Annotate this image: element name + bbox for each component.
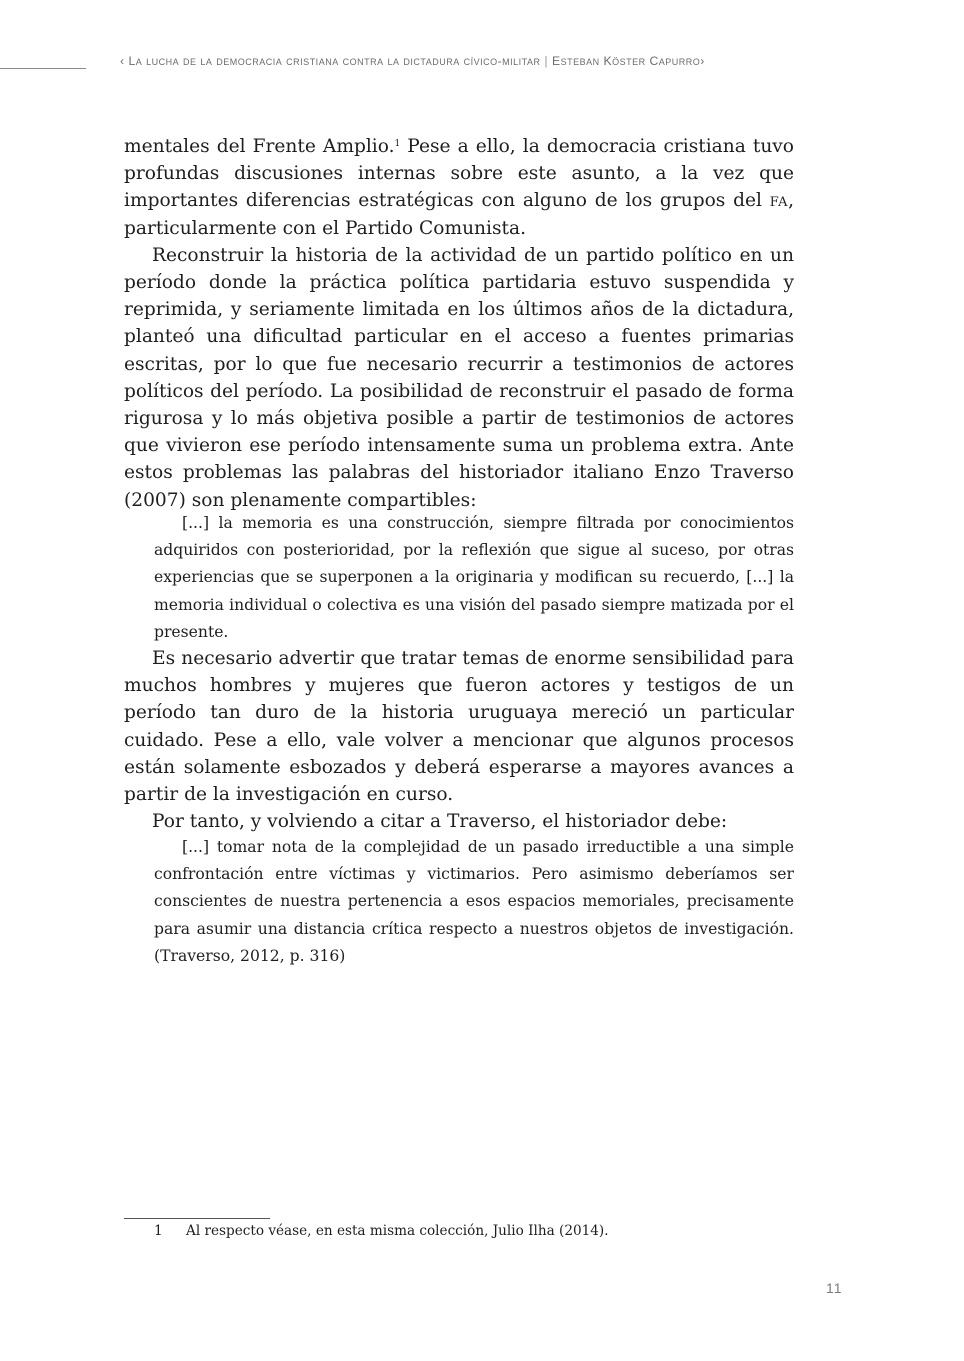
header-author: Esteban Köster Capurro xyxy=(551,54,701,68)
footnote-rule xyxy=(124,1218,270,1219)
paragraph-1-text-a: mentales del Frente Amplio. xyxy=(124,136,395,157)
paragraph-1-text-c: , particularmente con el Partido Comunista. xyxy=(124,190,794,239)
abbreviation-fa: fa xyxy=(769,190,789,212)
block-quote-1: [...] la memoria es una construcción, siempre filtrada por conocimientos adquiridos con posterioridad, por la reflexión que sigue al suceso, por otras experiencias que se superponen a la originaria y modifican su recuerdo, [...] la memoria individual o colectiva es una visión del pasado siempre matizada por el presente. xyxy=(154,514,794,641)
body-block-2 xyxy=(124,645,794,835)
body-block-1 xyxy=(124,131,794,514)
header-rule xyxy=(0,68,86,69)
paragraph-3: Es necesario advertir que tratar temas de enorme sensibilidad para muchos hombres y mujeres que fueron actores y testigos de un período tan duro de la historia uruguaya mereció un particular cuidado. Pese a ello, vale volver a mencionar que algunos procesos están solamente esbozados y deberá esperarse a mayores avances a partir de la investigación en curso. xyxy=(124,648,794,806)
paragraph-2: Reconstruir la historia de la actividad de un partido político en un período donde la práctica política partidaria estuvo suspendida y reprimida, y seriamente limitada en los últimos años de la dictadura, planteó una dificultad particular en el acceso a fuentes primarias escritas, por lo que fue necesario recurrir a testimonios de actores políticos del período. La posibilidad de reconstruir el pasado de forma rigurosa y lo más objetiva posible a partir de testimonios de actores que vivieron ese período intensamente suma un problema extra. Ante estos problemas las palabras del historiador italiano Enzo Traverso (2007) son plenamente compartibles: xyxy=(124,244,794,511)
footnote xyxy=(154,1220,794,1242)
page-number: 11 xyxy=(826,1280,843,1296)
paragraph-1 xyxy=(124,131,794,242)
block-quote-2: [...] tomar nota de la complejidad de un pasado irreductible a una simple confrontación entre víctimas y victimarios. Pero asimismo deberíamos ser conscientes de nuestra pertenencia a esos espacios memoriales, precisamente para asumir una distancia crítica respecto a nuestros objetos de investigación. (Traverso, 2012, p. 316) xyxy=(154,838,794,965)
footnote-text: Al respecto véase, en esta misma colección, Julio Ilha (2014). xyxy=(186,1223,609,1239)
header-title: La lucha de la democracia cristiana contra la dictadura cívico-militar xyxy=(128,54,541,68)
footnote-ref[interactable]: 1 xyxy=(394,139,401,149)
paragraph-1-text-b: Pese a ello, la democracia cristiana tuvo profundas discusiones internas sobre este asunto, a la vez que importantes diferencias estratégicas con alguno de los grupos del xyxy=(124,136,794,212)
header-right-chevron: › xyxy=(700,54,705,68)
running-header xyxy=(120,54,810,68)
header-left-chevron: ‹ xyxy=(120,54,125,68)
header-separator: | xyxy=(544,54,549,68)
footnote-number: 1 xyxy=(154,1223,163,1239)
paragraph-4: Por tanto, y volviendo a citar a Traverso, el historiador debe: xyxy=(152,811,728,833)
